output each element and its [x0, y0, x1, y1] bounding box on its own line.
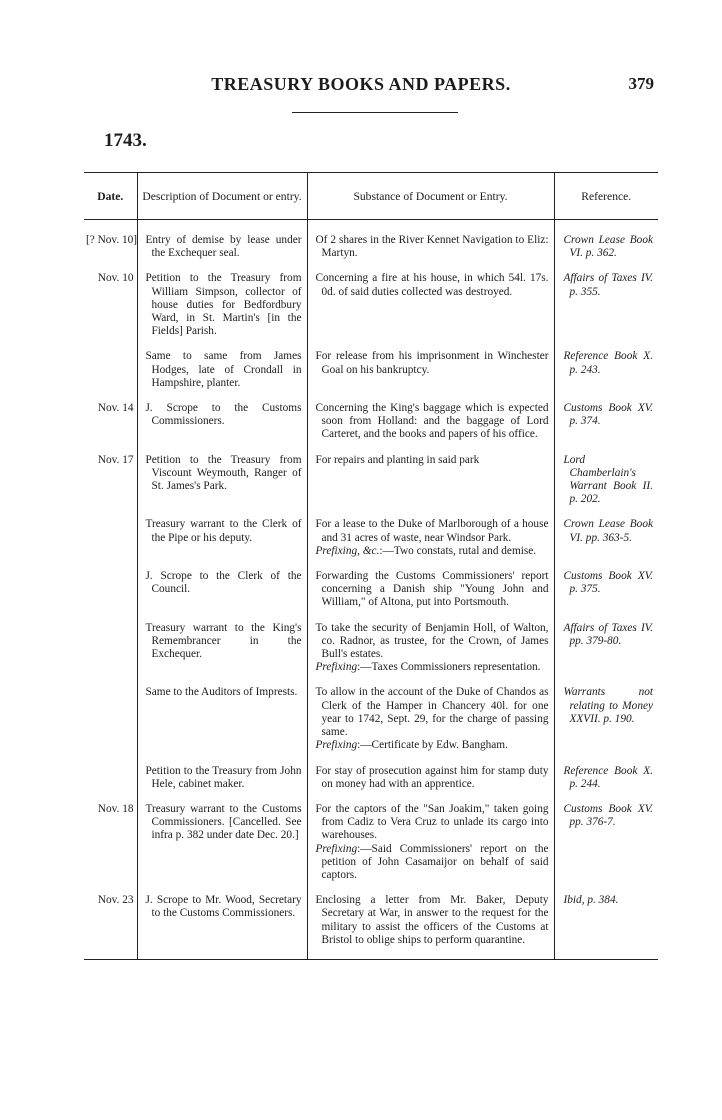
entry-description: Petition to the Treasury from Viscount Weymouth, Ranger of St. James's Park. [145, 453, 302, 493]
year-heading: 1743. [104, 130, 147, 151]
entry-substance-cell [307, 272, 554, 350]
entry-description: J. Scrope to the Clerk of the Council. [145, 570, 302, 596]
entry-description-cell [137, 518, 307, 570]
entry-substance: Enclosing a letter from Mr. Baker, Deputy Secretary at War, in answer to the request for the military to assist the officers of the Customs at Bristol to oblige ships to perform quarantine. [315, 894, 549, 946]
entry-date: Nov. 17 [97, 453, 134, 466]
entry-substance-cell [307, 765, 554, 803]
entry-substance-cell [307, 622, 554, 687]
running-title: TREASURY BOOKS AND PAPERS. [211, 74, 511, 94]
entry-date: Nov. 23 [84, 894, 137, 959]
table-row [84, 234, 658, 272]
entry-substance: Concerning the King's baggage which is expected soon from Holland: and the baggage of Lord Carteret, and the books and papers of his office. [315, 402, 549, 441]
table-row [84, 272, 658, 350]
table-row [84, 402, 658, 454]
entry-date: Nov. 14 [97, 402, 134, 415]
entry-description-cell [137, 686, 307, 764]
entry-date [84, 622, 137, 687]
entry-description: Treasury warrant to the Clerk of the Pipe or his deputy. [145, 518, 302, 544]
table-row [84, 350, 658, 402]
entry-description-cell [137, 454, 307, 519]
entry-description-cell [137, 234, 307, 272]
entry-substance-cell [307, 686, 554, 764]
entry-date: Nov. 18 [97, 802, 134, 815]
entry-substance: Of 2 shares in the River Kennet Navigation to Eliz: Martyn. [315, 234, 549, 260]
column-header-substance: Substance of Document or Entry. [307, 173, 554, 220]
records-table-container [84, 172, 658, 960]
entry-reference: Crown Lease Book VI. pp. 363-5. [563, 518, 653, 544]
entry-date [84, 570, 137, 622]
entry-date [84, 518, 137, 570]
table-header-row [84, 173, 658, 220]
table-row [84, 570, 658, 622]
entry-reference-cell [554, 454, 658, 519]
prefixing-text: :—Certificate by Edw. Bangham. [357, 739, 508, 752]
column-header-description: Description of Document or entry. [137, 173, 307, 220]
page-header [0, 74, 722, 98]
entry-substance-cell [307, 803, 554, 894]
header-rule [292, 112, 458, 113]
prefixing-text: :—Two constats, rutal and demise. [379, 544, 537, 557]
entry-substance-cell [307, 518, 554, 570]
entry-substance: For release from his imprisonment in Winchester Goal on his bankruptcy. [315, 350, 549, 376]
entry-date [84, 350, 137, 402]
entry-description: Petition to the Treasury from John Hele, cabinet maker. [145, 764, 302, 790]
entry-date: Nov. 10 [97, 272, 134, 285]
entry-reference-cell [554, 402, 658, 454]
table-row [84, 894, 658, 959]
table-body [84, 220, 658, 960]
entry-substance: Concerning a fire at his house, in which 54l. 17s. 0d. of said duties collected was destroyed. [315, 272, 549, 298]
entry-reference-cell [554, 894, 658, 959]
entry-substance-cell [307, 894, 554, 959]
prefixing-label: Prefixing [315, 739, 358, 752]
entry-description-cell [137, 402, 307, 454]
prefixing-label: Prefixing, &c. [315, 544, 380, 557]
entry-reference: Customs Book XV. pp. 376-7. [563, 802, 653, 829]
table-row [84, 454, 658, 519]
entry-description-cell [137, 894, 307, 959]
entry-reference-cell [554, 272, 658, 350]
entry-date [84, 765, 137, 803]
entry-description-cell [137, 622, 307, 687]
table-row [84, 803, 658, 894]
prefixing-text: :—Said Commissioners' report on the petition of John Casamaijor on behalf of said captors. [321, 842, 549, 881]
entry-substance-cell [307, 570, 554, 622]
entry-prefixing [313, 661, 549, 674]
entry-description: Treasury warrant to the Customs Commissioners. [Cancelled. See infra p. 382 under date Dec. 20.] [145, 802, 302, 842]
entry-description-cell [137, 350, 307, 402]
entry-reference: Ibid, p. 384. [563, 894, 619, 907]
entry-substance: For repairs and planting in said park [315, 453, 480, 466]
page-number: 379 [628, 74, 654, 93]
entry-substance: To take the security of Benjamin Holl, of Walton, co. Radnor, as trustee, for the Crown, of James Bull's estates. [315, 621, 549, 661]
column-header-reference: Reference. [554, 173, 658, 220]
entry-description: Petition to the Treasury from William Simpson, collector of house duties for Bedfordbury Ward, in St. Martin's [in the Fields] Parish. [145, 272, 302, 338]
entry-date: [? Nov. 10] [86, 234, 138, 246]
prefixing-text: :—Taxes Commissioners representation. [357, 661, 541, 674]
entry-substance: Forwarding the Customs Commissioners' report concerning a Danish ship "Young John and William," of Altona, put into Portsmouth. [315, 570, 549, 609]
entry-description: Same to same from James Hodges, late of Crondall in Hampshire, planter. [145, 350, 302, 389]
entry-substance-cell [307, 402, 554, 454]
table-spacer-row [84, 220, 658, 235]
entry-reference-cell [554, 622, 658, 687]
entry-reference-cell [554, 570, 658, 622]
prefixing-label: Prefixing [315, 842, 358, 855]
table-row [84, 518, 658, 570]
entry-prefixing [313, 545, 549, 558]
entry-reference-cell [554, 518, 658, 570]
prefixing-label: Prefixing [315, 661, 358, 674]
entry-reference: Warrants not relating to Money XXVII. p. 190. [563, 686, 653, 725]
entry-prefixing [313, 739, 549, 752]
table-row [84, 686, 658, 764]
entry-reference: Reference Book X. p. 243. [563, 350, 653, 376]
records-table [84, 172, 658, 960]
entry-reference: Affairs of Taxes IV. p. 355. [563, 272, 653, 298]
entry-substance: To allow in the account of the Duke of Chandos as Clerk of the Hamper in Chancery 40l. for one year to 1742, Sept. 29, for the charge of passing same. [315, 686, 549, 739]
entry-substance-cell [307, 350, 554, 402]
entry-description-cell [137, 570, 307, 622]
entry-description-cell [137, 765, 307, 803]
column-header-date: Date. [84, 173, 137, 220]
entry-reference: Reference Book X. p. 244. [563, 764, 653, 790]
entry-substance: For the captors of the "San Joakim," taken going from Cadiz to Vera Cruz to unlade its cargo into warehouses. [315, 802, 549, 842]
entry-description: Entry of demise by lease under the Exchequer seal. [145, 234, 302, 260]
entry-reference-cell [554, 765, 658, 803]
entry-reference: Customs Book XV. p. 374. [563, 402, 653, 428]
entry-reference-cell [554, 803, 658, 894]
entry-description-cell [137, 803, 307, 894]
entry-description: Same to the Auditors of Imprests. [145, 686, 298, 699]
entry-substance-cell [307, 454, 554, 519]
table-row [84, 765, 658, 803]
entry-description: J. Scrope to the Customs Commissioners. [145, 402, 302, 428]
entry-date [84, 686, 137, 764]
entry-substance-cell [307, 234, 554, 272]
entry-description: J. Scrope to Mr. Wood, Secretary to the Customs Commissioners. [145, 894, 302, 920]
entry-reference-cell [554, 350, 658, 402]
entry-prefixing [313, 843, 549, 883]
entry-reference-cell [554, 234, 658, 272]
entry-reference: Crown Lease Book VI. p. 362. [563, 234, 653, 260]
entry-reference: Customs Book XV. p. 375. [563, 570, 653, 596]
table-row [84, 622, 658, 687]
entry-substance: For a lease to the Duke of Marlborough of a house and 31 acres of waste, near Windsor Park. [315, 518, 549, 544]
entry-reference-cell [554, 686, 658, 764]
entry-substance: For stay of prosecution against him for stamp duty on money had with an apprentice. [315, 764, 549, 790]
entry-reference: Affairs of Taxes IV. pp. 379-80. [563, 621, 653, 647]
entry-description-cell [137, 272, 307, 350]
entry-reference: Lord Chamberlain's Warrant Book II. p. 202. [563, 453, 653, 506]
entry-description: Treasury warrant to the King's Remembrancer in the Exchequer. [145, 621, 302, 661]
